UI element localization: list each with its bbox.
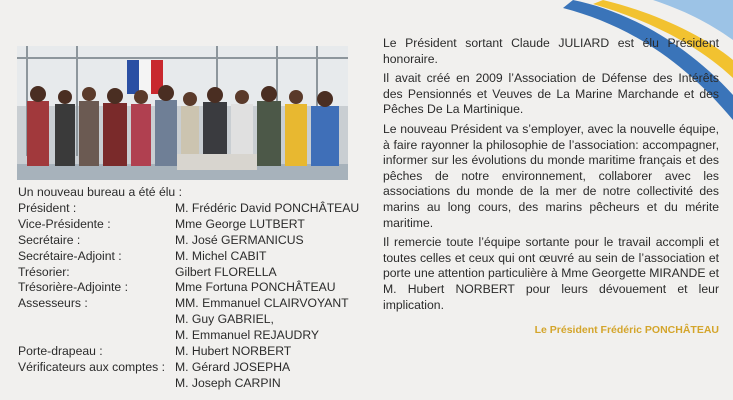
member-names	[175, 233, 358, 249]
bureau-rows	[18, 201, 358, 392]
member-names	[175, 280, 358, 296]
bureau-member-row	[18, 280, 358, 296]
member-role: Secrétaire-Adjoint :	[18, 248, 122, 263]
member-name: Mme Fortuna PONCHÂTEAU	[175, 280, 336, 295]
article-body	[383, 36, 719, 343]
member-name: M. Emmanuel REJAUDRY	[175, 328, 320, 343]
member-names	[175, 217, 358, 233]
bureau-member-row	[18, 217, 358, 233]
member-name: M. José GERMANICUS	[175, 232, 304, 247]
member-name: M. Michel CABIT	[175, 248, 267, 263]
member-names	[175, 296, 358, 344]
member-name: MM. Emmanuel CLAIRVOYANT	[175, 296, 349, 311]
member-role: Secrétaire :	[18, 232, 81, 247]
member-names	[175, 201, 359, 217]
bureau-member-row	[18, 233, 358, 249]
bureau-member-row	[18, 265, 358, 281]
member-name: M. Gérard JOSEPHA	[175, 359, 291, 374]
bureau-member-row	[18, 201, 358, 217]
group-photo	[17, 46, 348, 180]
member-name: Gilbert FLORELLA	[175, 264, 277, 279]
member-name: M. Guy GABRIEL,	[175, 312, 274, 327]
member-role: Vice-Présidente :	[18, 216, 111, 231]
member-role: Trésorier:	[18, 264, 70, 279]
member-names	[175, 344, 358, 360]
member-role: Trésorière-Adjointe :	[18, 280, 128, 295]
bureau-list	[18, 185, 358, 392]
member-name: M. Joseph CARPIN	[175, 375, 281, 390]
member-name: Mme George LUTBERT	[175, 216, 305, 231]
bureau-member-row	[18, 360, 358, 392]
bureau-member-row	[18, 296, 358, 344]
member-name: M. Frédéric David PONCHÂTEAU	[175, 200, 360, 215]
bureau-member-row	[18, 249, 358, 265]
article-paragraph: Il avait créé en 2009 l’Association de Défense des Intérêts des Pensionnés et Veuves de La Marine Marchande et des Pêches De La Martinique.	[383, 71, 719, 117]
article-paragraph: Le nouveau Président va s’employer, avec la nouvelle équipe, à faire rayonner la philosophie de l’association: accompagner, informer sur les évolutions du monde maritime français et des pêches de notre environnement, collaborer avec les associations du monde de la mer de notre collectivité des marins au long cours, des marins pêcheurs et du mérite maritime.	[383, 121, 719, 230]
bureau-member-row	[18, 344, 358, 360]
member-role: Assesseurs :	[18, 296, 88, 311]
article-paragraph: Le Président sortant Claude JULIARD est élu Président honoraire.	[383, 36, 719, 66]
member-role: Vérificateurs aux comptes :	[18, 359, 165, 374]
bureau-intro: Un nouveau bureau a été élu :	[18, 185, 182, 199]
member-role: Président :	[18, 200, 77, 215]
member-names	[175, 265, 358, 281]
member-role: Porte-drapeau :	[18, 344, 103, 359]
member-names	[175, 249, 358, 265]
article-signature: Le Président Frédéric PONCHÂTEAU	[534, 324, 719, 337]
member-names	[175, 360, 358, 392]
article-paragraph: Il remercie toute l’équipe sortante pour le travail accompli et toutes celles et ceux qui ont œuvré au sein de l’association et porte une attention particulière à Mme Georgette MIRANDE et M. Hubert NORBERT pour leurs dévouement et leur implication.	[383, 235, 719, 312]
member-name: M. Hubert NORBERT	[175, 344, 292, 359]
